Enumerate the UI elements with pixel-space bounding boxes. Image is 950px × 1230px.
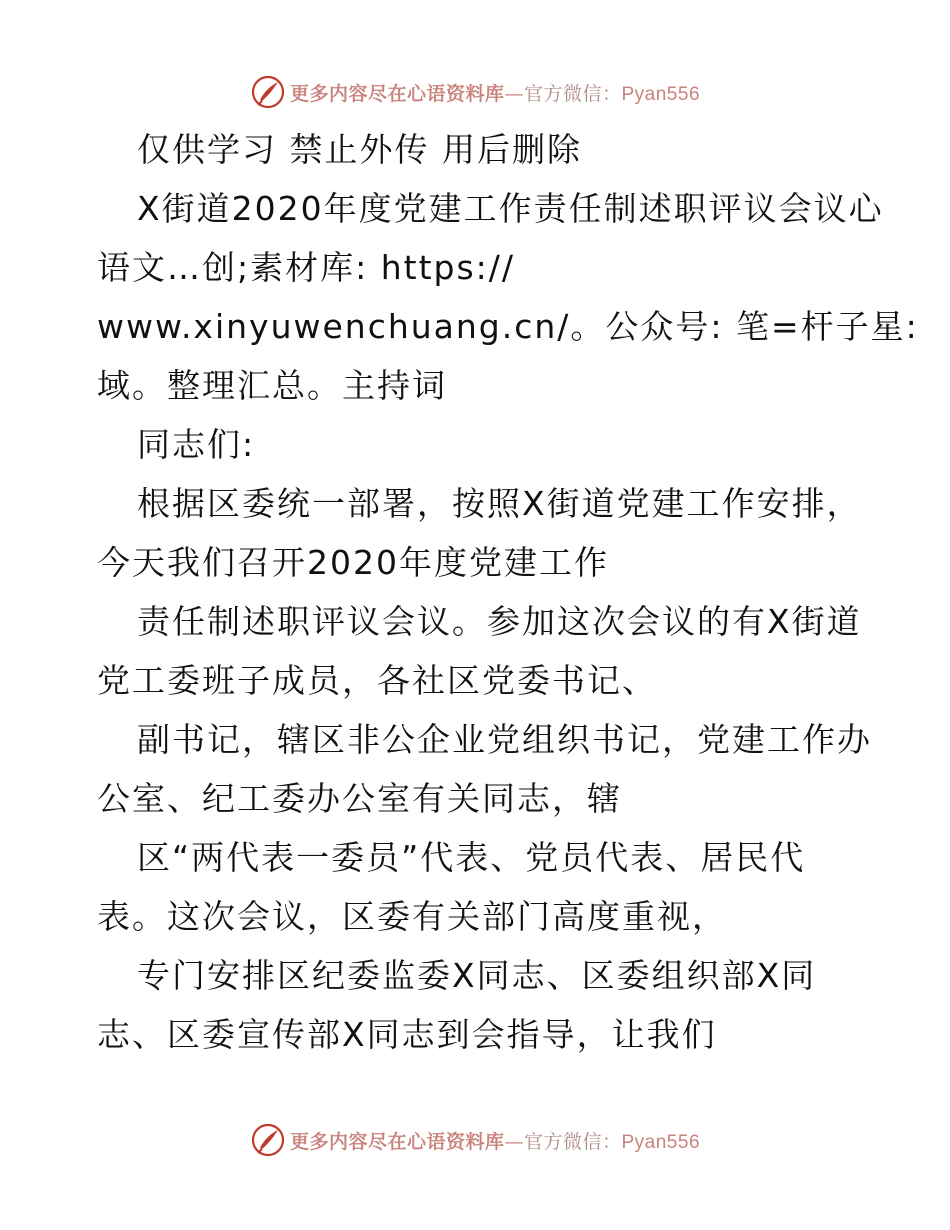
banner-wechat-id: Pyan556 [621,1131,701,1153]
text-line: 副书记，辖区非公企业党组织书记，党建工作办 [137,720,872,759]
quill-logo-icon [250,1122,286,1158]
header-watermark-banner [0,72,950,112]
text-line: 仅供学习 禁止外传 用后删除 [137,130,582,169]
document-body [97,120,919,1064]
text-line: 公室、纪工委办公室有关同志，辖 [97,779,622,818]
text-line: X街道2020年度党建工作责任制述职评议会议心 [137,189,884,228]
text-line: 今天我们召开2020年度党建工作 [97,543,609,582]
text-line: 志、区委宣传部X同志到会指导，让我们 [97,1015,717,1054]
banner-wechat-id: Pyan556 [621,83,701,105]
banner-wechat-label: 官方微信： [523,82,622,105]
banner-wechat-label: 官方微信： [523,1130,622,1153]
text-line: 党工委班子成员，各社区党委书记、 [97,661,657,700]
banner-dash: — [504,82,524,105]
banner-dash: — [504,1130,524,1153]
banner-text [290,1127,700,1154]
text-line: 责任制述职评议会议。参加这次会议的有X街道 [137,602,862,641]
text-line: 同志们: [137,425,256,464]
text-line: www.xinyuwenchuang.cn/。公众号: 笔=杆子星: [97,307,919,346]
footer-watermark-banner [0,1120,950,1160]
text-line: 根据区委统一部署，按照X街道党建工作安排， [137,484,862,523]
text-line: 表。这次会议，区委有关部门高度重视， [97,897,727,936]
text-line: 区“两代表一委员”代表、党员代表、居民代 [137,838,806,877]
banner-main-text: 更多内容尽在心语资料库 [289,1130,505,1153]
quill-logo-icon [250,74,286,110]
banner-main-text: 更多内容尽在心语资料库 [289,82,505,105]
text-line: 专门安排区纪委监委X同志、区委组织部X同 [137,956,817,995]
text-line: 域。整理汇总。主持词 [97,366,447,405]
banner-text [290,79,700,106]
text-line: 语文…创;素材库: https:// [97,248,516,287]
